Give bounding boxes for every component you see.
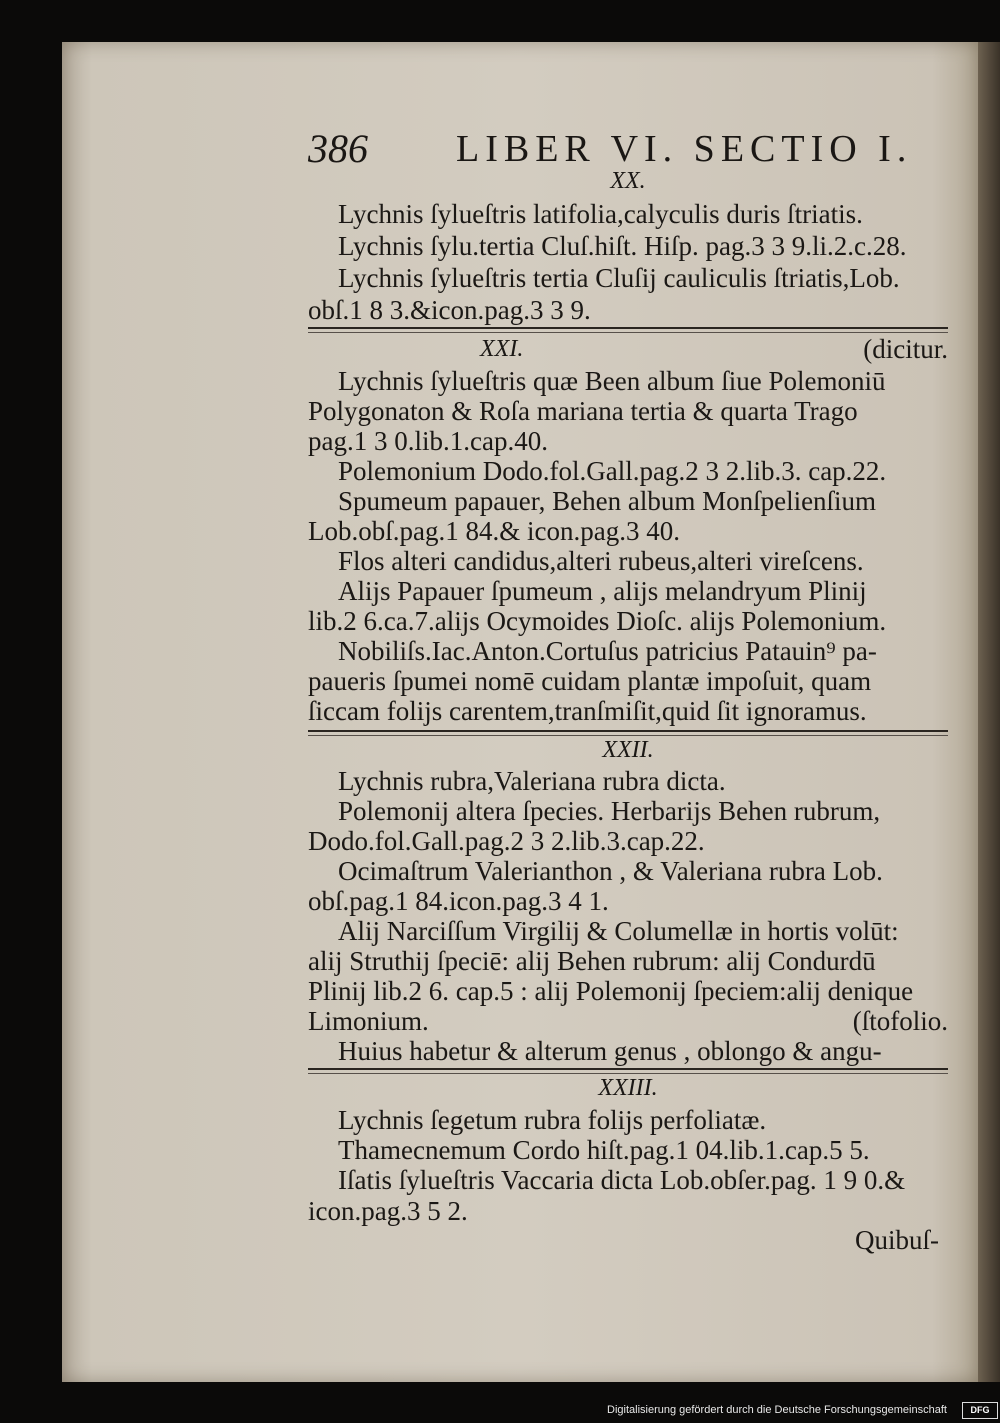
text-line: Limonium. [308,1006,429,1036]
text-line: alij Struthij ſpeciē: alij Behen rubrum: alij Condurdū [308,946,876,976]
text-line: Lychnis ſylueſtris tertia Cluſij cauliculis ſtriatis,Lob. [338,263,900,293]
section-numeral: XXI. [480,336,524,362]
text-line: lib.2 6.ca.7.alijs Ocymoides Dioſc. alijs Polemonium. [308,606,887,636]
text-line: Flos alteri candidus,alteri rubeus,alteri vireſcens. [338,546,864,576]
text-line: obſ.1 8 3.&icon.pag.3 3 9. [308,295,591,325]
text-line: Dodo.fol.Gall.pag.2 3 2.lib.3.cap.22. [308,826,705,856]
running-head: LIBER VI. SECTIO I. [456,128,913,170]
text-line: obſ.pag.1 84.icon.pag.3 4 1. [308,886,609,916]
page-edge [978,42,1000,1382]
text-line: ſiccam folijs carentem,tranſmiſit,quid ſit ignoramus. [308,696,867,726]
catchword: Quibuſ- [855,1225,939,1255]
text-line: Lychnis ſylueſtris quæ Been album ſiue Polemoniū [338,366,886,396]
text-line: Lychnis ſylu.tertia Cluſ.hiſt. Hiſp. pag.3 3 9.li.2.c.28. [338,231,907,261]
footer-credit: Digitalisierung gefördert durch die Deutsche Forschungsgemeinschaft [607,1404,947,1416]
section-rule [308,1068,948,1070]
text-line: Polygonaton & Roſa mariana tertia & quarta Trago [308,396,858,426]
section-rule [308,327,948,329]
text-line: Thamecnemum Cordo hiſt.pag.1 04.lib.1.cap.5 5. [338,1135,870,1165]
text-line: Polemonium Dodo.fol.Gall.pag.2 3 2.lib.3. cap.22. [338,456,887,486]
text-line: Polemonij altera ſpecies. Herbarijs Behen rubrum, [338,796,881,826]
text-line: Spumeum papauer, Behen album Monſpelienſium [338,486,877,516]
text-line: Alij Narciſſum Virgilij & Columellæ in hortis volūt: [338,916,899,946]
text-line: icon.pag.3 5 2. [308,1196,468,1226]
text-line: paueris ſpumei nomē cuidam plantæ impoſuit, quam [308,666,872,696]
section-numeral: XXIII. [598,1075,658,1101]
text-line: Lychnis rubra,Valeriana rubra dicta. [338,766,726,796]
section-rule [308,730,948,732]
dfg-logo: DFG [962,1402,998,1419]
text-line: Lob.obſ.pag.1 84.& icon.pag.3 40. [308,516,680,546]
text-line: Alijs Papauer ſpumeum , alijs melandryum Plinij [338,576,867,606]
text-line: Ocimaſtrum Valerianthon , & Valeriana rubra Lob. [338,856,883,886]
text-line: Iſatis ſylueſtris Vaccaria dicta Lob.obſer.pag. 1 9 0.& [338,1165,906,1195]
text-line: Lychnis ſegetum rubra folijs perfoliatæ. [338,1105,767,1135]
section-numeral: XXII. [602,737,654,763]
text-line: Huius habetur & alterum genus , oblongo & angu- [338,1036,882,1066]
text-line: Plinij lib.2 6. cap.5 : alij Polemonij ſpeciem:alij denique [308,976,914,1006]
text-line: (dicitur. [863,334,948,364]
text-line: Lychnis ſylueſtris latifolia,calyculis duris ſtriatis. [338,199,863,229]
text-line: Nobiliſs.Iac.Anton.Cortuſus patricius Patauin⁹ pa- [338,636,877,666]
page-number: 386 [308,126,368,171]
text-line: pag.1 3 0.lib.1.cap.40. [308,426,548,456]
text-line: (ſtofolio. [852,1006,948,1036]
section-numeral: XX. [610,168,646,194]
